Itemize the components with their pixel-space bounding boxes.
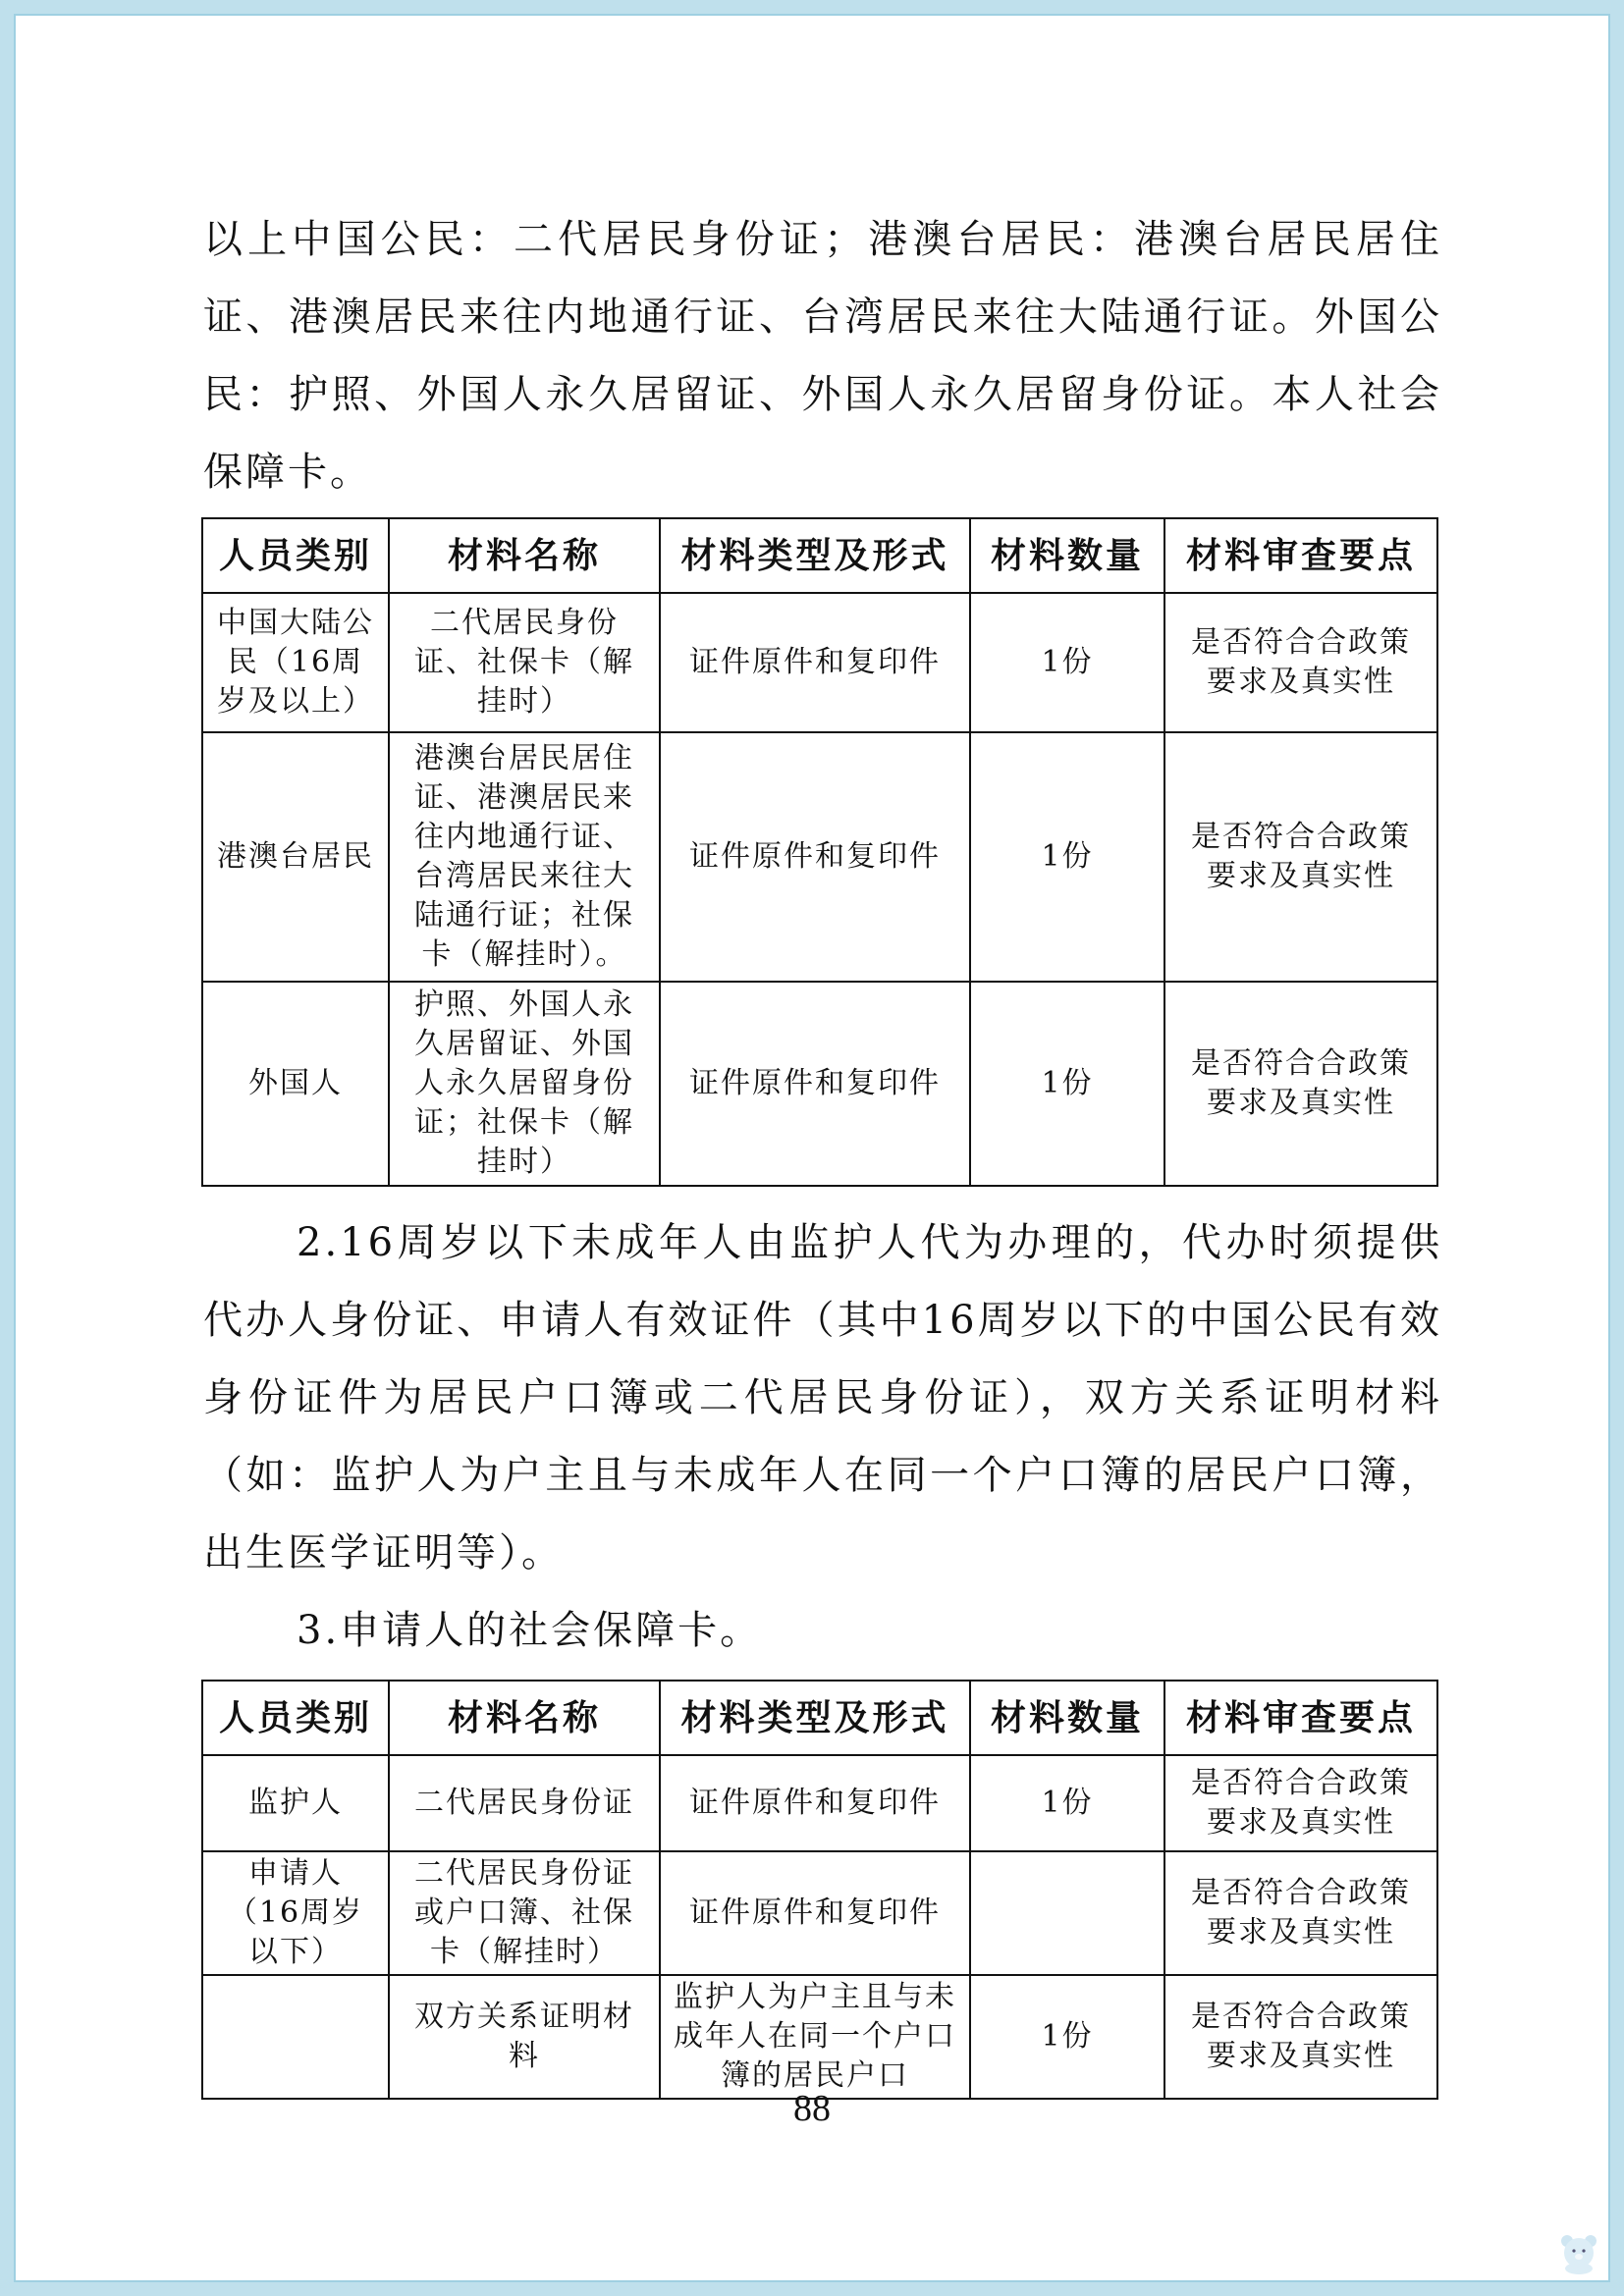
cell-check: 是否符合合政策要求及真实性 <box>1164 982 1437 1186</box>
cell-material: 港澳台居民居住证、港澳居民来往内地通行证、台湾居民来往大陆通行证；社保卡（解挂时）。 <box>389 732 660 982</box>
cell-qty: 1份 <box>970 1975 1164 2099</box>
cell-type: 证件原件和复印件 <box>660 1755 970 1851</box>
cell-type: 监护人为户主且与未成年人在同一个户口簿的居民户口 <box>660 1975 970 2099</box>
cell-check: 是否符合合政策要求及真实性 <box>1164 593 1437 732</box>
cell-material: 二代居民身份证、社保卡（解挂时） <box>389 593 660 732</box>
cell-type: 证件原件和复印件 <box>660 732 970 982</box>
cell-category: 中国大陆公民（16周岁及以上） <box>202 593 389 732</box>
cell-type: 证件原件和复印件 <box>660 593 970 732</box>
header-material: 材料名称 <box>389 518 660 593</box>
header-category: 人员类别 <box>202 518 389 593</box>
header-check: 材料审查要点 <box>1164 518 1437 593</box>
header-type: 材料类型及形式 <box>660 1681 970 1755</box>
header-check: 材料审查要点 <box>1164 1681 1437 1755</box>
cell-check: 是否符合合政策要求及真实性 <box>1164 1975 1437 2099</box>
table-row <box>202 1851 1437 1975</box>
item2-paragraph: 2.16周岁以下未成年人由监护人代为办理的，代办时须提供代办人身份证、申请人有效证件（其中16周岁以下的中国公民有效身份证件为居民户口簿或二代居民身份证），双方关系证明材料（如：监护人为户主且与未成年人在同一个户口簿的居民户口簿，出生医学证明等）。 <box>203 1220 1442 1575</box>
cell-check: 是否符合合政策要求及真实性 <box>1164 1755 1437 1851</box>
table-row <box>202 1975 1437 2099</box>
cell-material: 二代居民身份证或户口簿、社保卡（解挂时） <box>389 1851 660 1975</box>
intro-paragraph: 以上中国公民：二代居民身份证；港澳台居民：港澳台居民居住证、港澳居民来往内地通行证、台湾居民来往大陆通行证。外国公民：护照、外国人永久居留证、外国人永久居留身份证。本人社会保障卡。 <box>203 217 1442 495</box>
cell-check: 是否符合合政策要求及真实性 <box>1164 1851 1437 1975</box>
cell-type: 证件原件和复印件 <box>660 982 970 1186</box>
page-number: 88 <box>793 2088 831 2129</box>
table-row <box>202 593 1437 732</box>
header-type: 材料类型及形式 <box>660 518 970 593</box>
table-row <box>202 1755 1437 1851</box>
document-body <box>203 201 1442 2100</box>
header-category: 人员类别 <box>202 1681 389 1755</box>
table-header-row <box>202 1681 1437 1755</box>
cell-material: 双方关系证明材料 <box>389 1975 660 2099</box>
cell-category: 外国人 <box>202 982 389 1186</box>
header-material: 材料名称 <box>389 1681 660 1755</box>
materials-table-minor <box>201 1680 1438 2100</box>
cell-category: 港澳台居民 <box>202 732 389 982</box>
cell-category: 申请人（16周岁以下） <box>202 1851 389 1975</box>
item3-paragraph: 3.申请人的社会保障卡。 <box>297 1608 763 1653</box>
cell-qty: 1份 <box>970 982 1164 1186</box>
table-header-row <box>202 518 1437 593</box>
cell-check: 是否符合合政策要求及真实性 <box>1164 732 1437 982</box>
cell-qty <box>970 1851 1164 1975</box>
cell-category <box>202 1975 389 2099</box>
header-qty: 材料数量 <box>970 518 1164 593</box>
table-row <box>202 982 1437 1186</box>
cell-category: 监护人 <box>202 1755 389 1851</box>
cell-material: 护照、外国人永久居留证、外国人永久居留身份证；社保卡（解挂时） <box>389 982 660 1186</box>
table-row <box>202 732 1437 982</box>
cell-type: 证件原件和复印件 <box>660 1851 970 1975</box>
cell-material: 二代居民身份证 <box>389 1755 660 1851</box>
materials-table-adult <box>201 517 1438 1187</box>
bear-watermark-icon <box>1557 2231 1600 2274</box>
cell-qty: 1份 <box>970 1755 1164 1851</box>
cell-qty: 1份 <box>970 732 1164 982</box>
cell-qty: 1份 <box>970 593 1164 732</box>
header-qty: 材料数量 <box>970 1681 1164 1755</box>
